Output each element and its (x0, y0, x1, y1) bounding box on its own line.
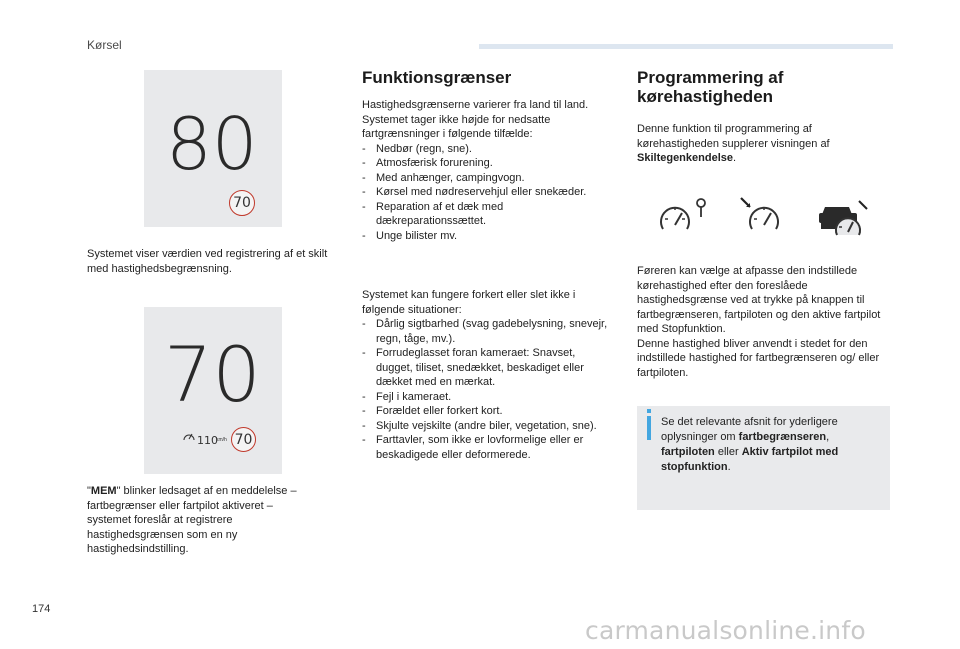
speed-value: 70 (164, 330, 261, 419)
speed-sign: 70 (231, 427, 256, 452)
info-note (637, 406, 890, 510)
intro-text-2: Systemet kan fungere forkert eller slet ikke i følgende situationer: (362, 289, 576, 316)
list-item: - Forrudeglasset foran kameraet: Snavset, dugget, tiliset, snedækket, beskadiget eller dækket med en mærkat. (362, 346, 614, 390)
section-title-2: Programmering af kørehastigheden (637, 68, 784, 106)
cruise-control-icon (738, 195, 788, 235)
list-item: - Forældet eller forkert kort. (362, 404, 614, 419)
note-part: Se det relevante afsnit for yderligere oplysninger om (661, 416, 838, 443)
display-panel-2 (144, 307, 282, 474)
note-link: fartpiloten (661, 446, 715, 458)
paragraph: Denne hastighed bliver anvendt i stedet for den indstillede hastighed for fartbegrænseren og/ eller fartpiloten. (637, 337, 880, 379)
speedometer-icon (182, 429, 196, 443)
paragraph: Føreren kan vælge at afpasse den indstillede kørehastighed efter den foreslåede hastighedsgrænse ved at trykke på knappen til fartbegrænseren, fartpiloten og den aktive fartpilot med Stopfunktion. (637, 265, 881, 335)
list-item: - Fejl i kameraet. (362, 390, 614, 405)
list-item: - Med anhænger, campingvogn. (362, 171, 614, 186)
list-item: - Nedbør (regn, sne). (362, 142, 614, 157)
watermark: carmanualsonline.info (585, 616, 866, 645)
weather-list (362, 142, 614, 244)
feature-name: Skiltegenkendelse (637, 152, 733, 164)
note-link: Aktiv fartpilot med stopfunktion (661, 446, 839, 473)
note-text: Se det relevante afsnit for yderligere oplysninger om fartbegrænseren, fartpiloten eller Aktiv fartpilot med stopfunktion. (661, 416, 839, 473)
list-item: - Unge bilister mv. (362, 229, 614, 244)
speed-limiter-icon (655, 195, 711, 235)
speed-unit: km/h (216, 437, 227, 443)
list-item: - Kørsel med nødreservehjul eller snekæder. (362, 185, 614, 200)
set-speed: 110 (197, 434, 218, 447)
caption-2-text: " blinker ledsaget af en meddelelse – fartbegrænser eller fartpilot aktiveret – systemet foreslår at registrere hastighedsgrænsen som en ny hastighedsindstilling. (87, 485, 297, 555)
limitations-block (362, 98, 614, 243)
header-bar (479, 44, 893, 49)
programming-intro: Denne funktion til programmering af kørehastigheden supplerer visningen af Skiltegenkendelse. (637, 123, 830, 164)
mem-label: MEM (90, 485, 117, 497)
programming-body (637, 264, 889, 380)
page-number: 174 (32, 603, 51, 615)
list-item: - Atmosfærisk forurening. (362, 156, 614, 171)
note-link: fartbegrænseren (738, 431, 827, 443)
caption-2: "MEM" blinker ledsaget af en meddelelse – fartbegrænser eller fartpilot aktiveret – systemet foreslår at registrere hastighedsgrænsen som en ny hastighedsindstilling. (87, 485, 297, 555)
info-icon (647, 416, 651, 440)
caption-1: Systemet viser værdien ved registrering af et skilt med hastighedsbegrænsning. (87, 248, 328, 275)
list-item: - Dårlig sigtbarhed (svag gadebelysning, snevejr, regn, tåge, mv.). (362, 317, 614, 346)
malfunction-list (362, 317, 614, 462)
malfunction-block (362, 288, 614, 462)
note-part: eller (714, 446, 742, 458)
active-cruise-control-icon (815, 195, 871, 239)
list-item: - Reparation af et dæk med dækreparationssættet. (362, 200, 614, 229)
intro-text: Hastighedsgrænserne varierer fra land til land. Systemet tager ikke højde for nedsatte fartgrænsninger i følgende tilfælde: (362, 99, 589, 140)
intro-text: Denne funktion til programmering af kørehastigheden supplerer visningen af (637, 123, 830, 150)
list-item: - Skjulte vejskilte (andre biler, vegetation, sne). (362, 419, 614, 434)
display-panel-1 (144, 70, 282, 227)
speed-sign: 70 (229, 190, 255, 216)
section-label: Kørsel (87, 38, 122, 52)
speed-value: 80 (166, 102, 258, 186)
section-title: Funktionsgrænser (362, 68, 512, 87)
list-item: - Farttavler, som ikke er lovformelige eller er beskadigede eller deformerede. (362, 433, 614, 462)
